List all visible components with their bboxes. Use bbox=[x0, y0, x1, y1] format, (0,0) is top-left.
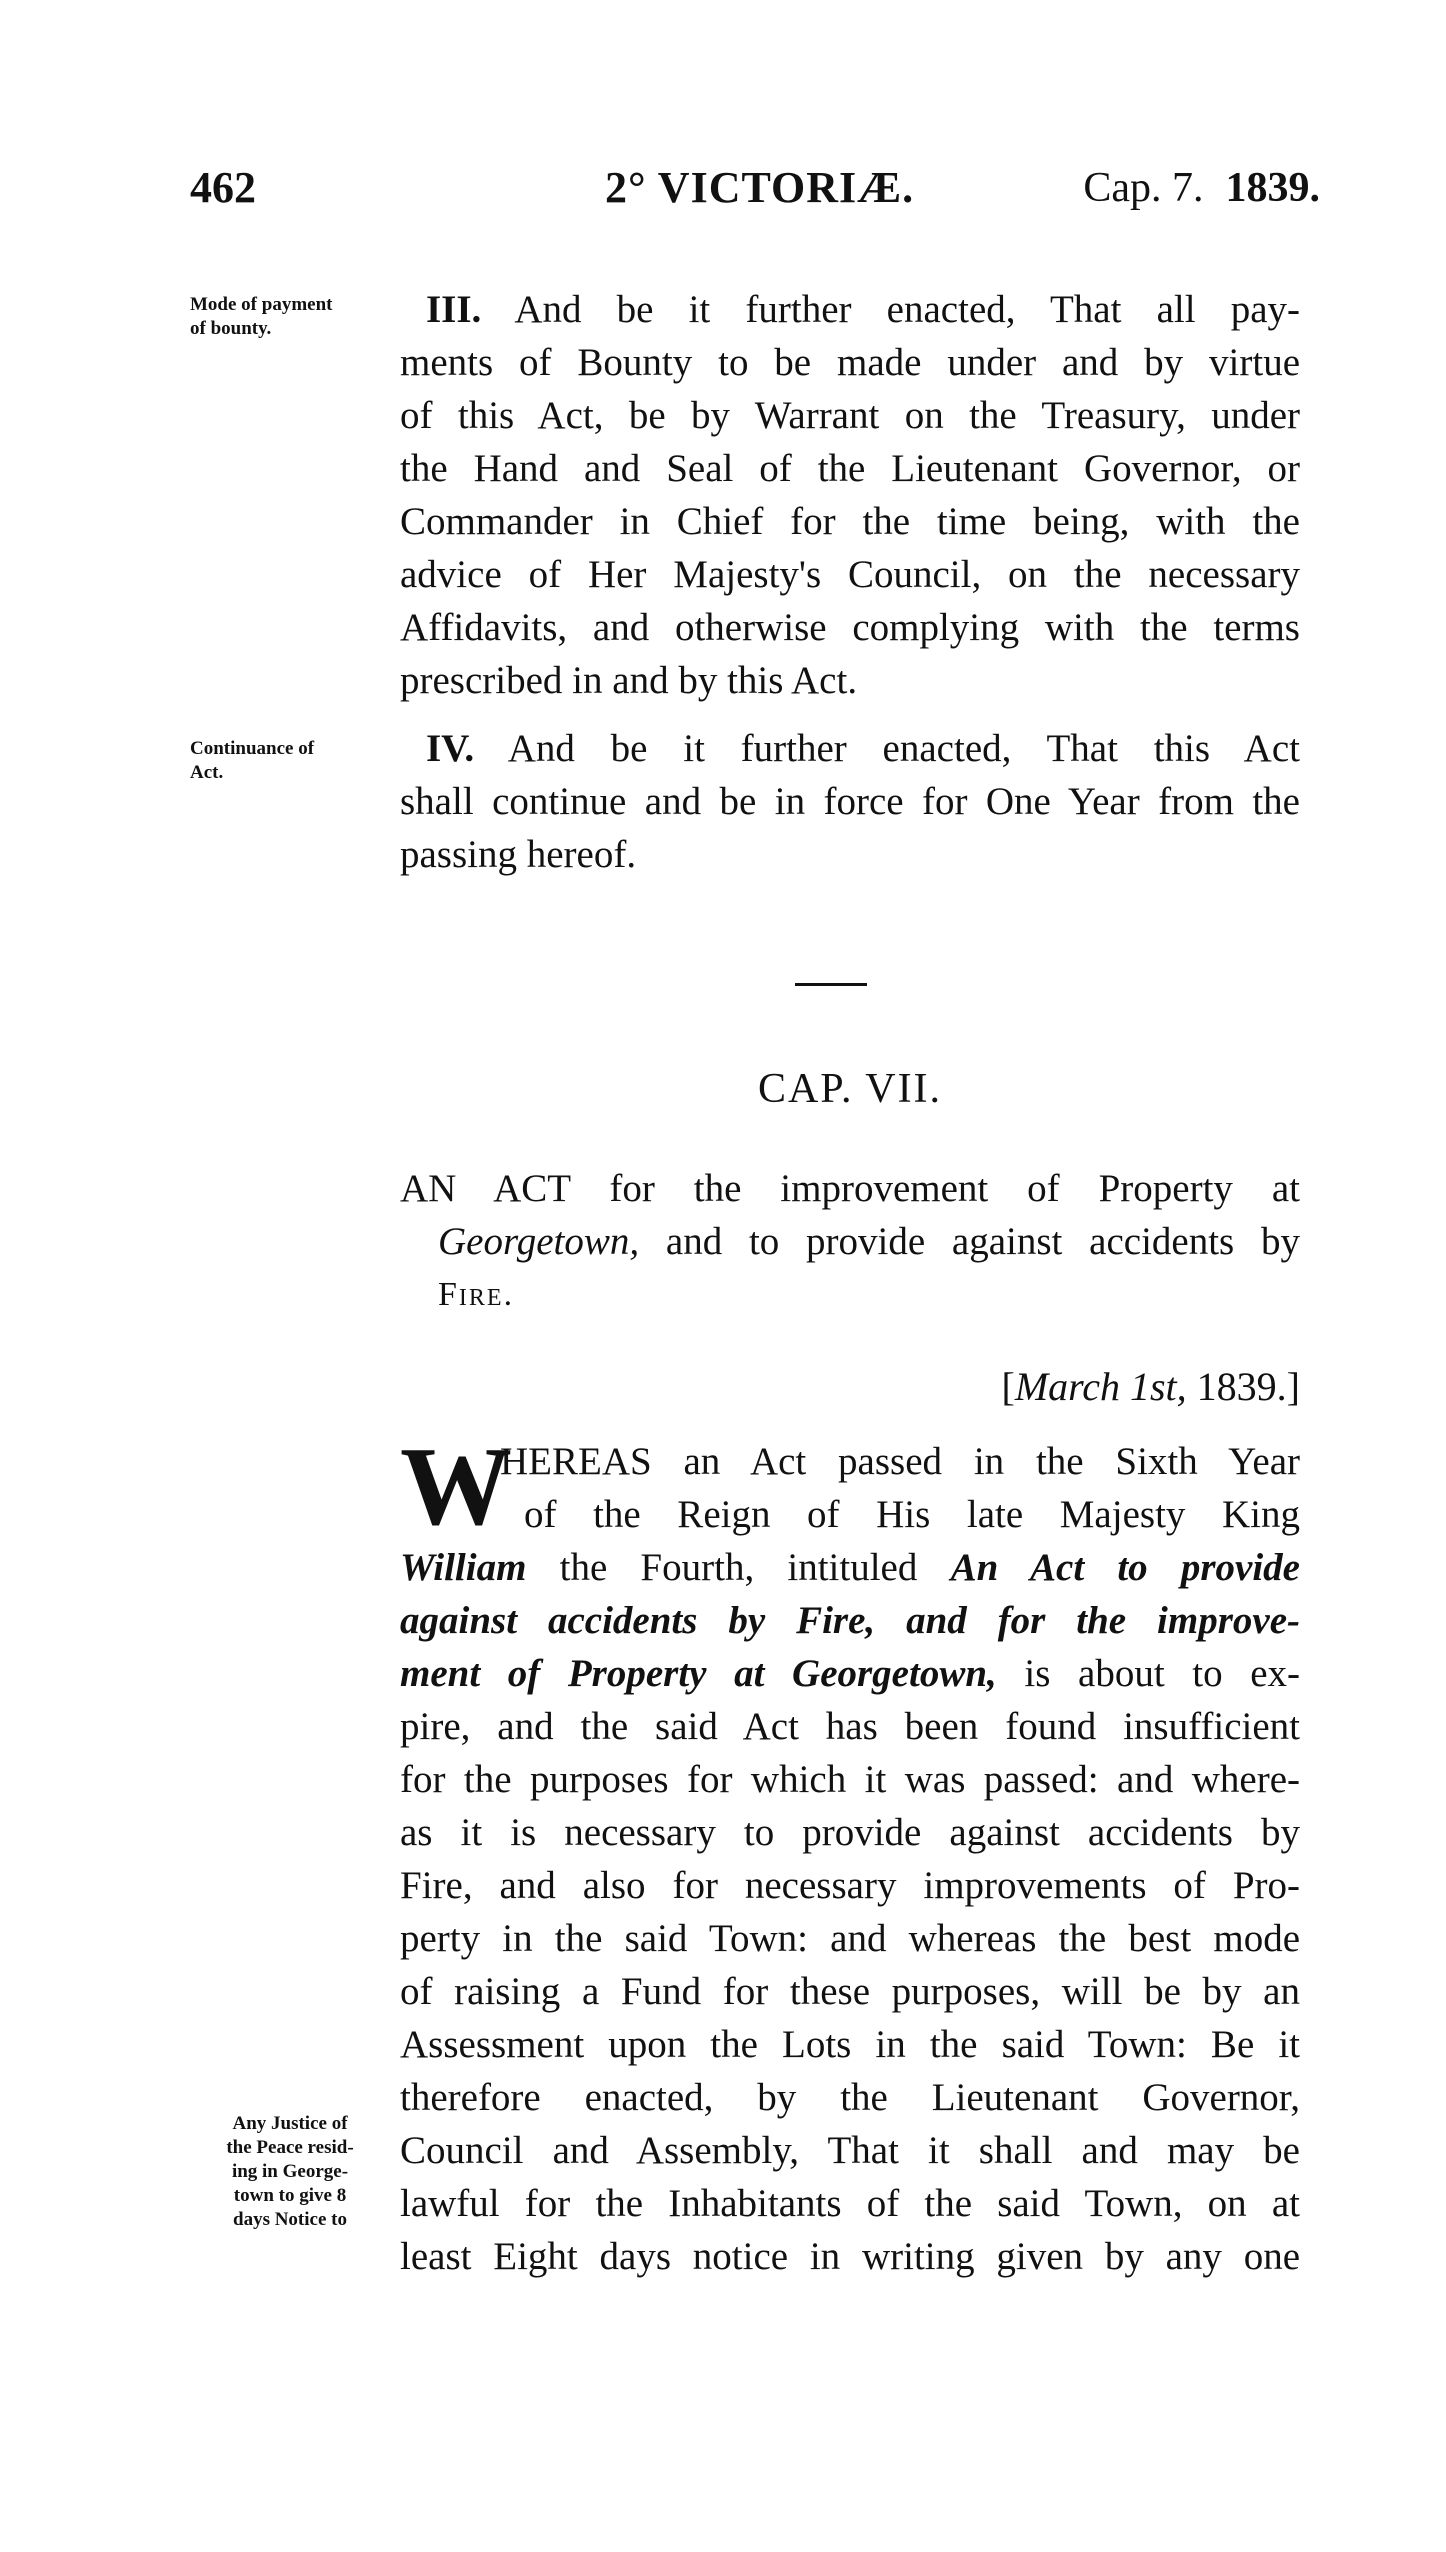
preamble-line: HEREAS an Act passed in the Sixth Year bbox=[500, 1440, 1300, 1483]
margin-note-line: the Peace resid- bbox=[226, 2137, 354, 2158]
king-name: William bbox=[400, 1546, 527, 1589]
preamble-line: of the Reign of His late Majesty King bbox=[524, 1493, 1300, 1536]
cited-act-title: An Act to provide bbox=[950, 1546, 1300, 1589]
running-head bbox=[190, 162, 1320, 222]
running-head-title: 2° VICTORIÆ. bbox=[605, 163, 915, 212]
preamble-line: least Eight days notice in writing given by any one bbox=[400, 2235, 1300, 2278]
act-title-place: Georgetown, bbox=[438, 1220, 640, 1263]
section-three bbox=[400, 283, 1300, 707]
margin-note-justice bbox=[190, 2112, 390, 2232]
margin-note-line: Mode of payment bbox=[190, 294, 333, 315]
margin-note-line: ing in George- bbox=[231, 2161, 349, 2182]
section-three-line: prescribed in and by this Act. bbox=[400, 659, 858, 702]
section-number: III. bbox=[426, 288, 482, 331]
preamble-line: therefore enacted, by the Lieutenant Governor, bbox=[400, 2076, 1300, 2119]
margin-note-line: Act. bbox=[190, 762, 224, 783]
preamble-line: for the purposes for which it was passed: and where- bbox=[400, 1758, 1300, 1801]
act-title-line: Fire. bbox=[438, 1276, 515, 1313]
preamble-line: perty in the said Town: and whereas the best mode bbox=[400, 1917, 1300, 1960]
running-head-chapter-year bbox=[1083, 164, 1320, 212]
act-title-line: Georgetown, and to provide against accidents by bbox=[438, 1220, 1300, 1263]
section-four bbox=[400, 722, 1300, 881]
margin-note-line: town to give 8 bbox=[233, 2185, 347, 2206]
preamble-line: of raising a Fund for these purposes, will be by an bbox=[400, 1970, 1300, 2013]
preamble-line: lawful for the Inhabitants of the said Town, on at bbox=[400, 2182, 1300, 2225]
preamble-line: Council and Assembly, That it shall and may be bbox=[400, 2129, 1300, 2172]
chapter-heading: CAP. VII. bbox=[757, 1066, 943, 1112]
preamble-line: as it is necessary to provide against accidents by bbox=[400, 1811, 1300, 1854]
margin-note-line: Continuance of bbox=[190, 738, 315, 759]
drop-cap: W bbox=[400, 1425, 512, 1549]
margin-note-continuance bbox=[190, 737, 390, 785]
section-four-line: passing hereof. bbox=[400, 833, 637, 876]
margin-note-mode-of-payment bbox=[190, 293, 390, 341]
section-four-line: shall continue and be in force for One Year from the bbox=[400, 780, 1300, 823]
section-three-line-1: III. And be it further enacted, That all pay- bbox=[426, 288, 1300, 331]
date-year: 1839. bbox=[1196, 1364, 1287, 1409]
preamble-line: pire, and the said Act has been found insufficient bbox=[400, 1705, 1300, 1748]
section-three-line: Commander in Chief for the time being, with the bbox=[400, 500, 1300, 543]
running-head-year: 1839. bbox=[1225, 165, 1320, 211]
section-number: IV. bbox=[426, 727, 475, 770]
preamble-line: Assessment upon the Lots in the said Town: Be it bbox=[400, 2023, 1300, 2066]
section-three-line: advice of Her Majesty's Council, on the necessary bbox=[400, 553, 1300, 596]
preamble-line: ment of Property at Georgetown, is about to ex- bbox=[400, 1652, 1300, 1695]
margin-note-line: of bounty. bbox=[190, 318, 272, 339]
section-divider bbox=[795, 983, 867, 986]
act-title-line: AN ACT for the improvement of Property at bbox=[400, 1167, 1300, 1210]
section-four-line-1: IV. And be it further enacted, That this Act bbox=[426, 727, 1300, 770]
margin-note-line: days Notice to bbox=[233, 2209, 347, 2230]
section-three-line: ments of Bounty to be made under and by virtue bbox=[400, 341, 1300, 384]
section-three-line: of this Act, be by Warrant on the Treasury, under bbox=[400, 394, 1300, 437]
margin-note-line: Any Justice of bbox=[232, 2113, 348, 2134]
act-title bbox=[400, 1162, 1300, 1321]
preamble-line: against accidents by Fire, and for the improve- bbox=[400, 1599, 1300, 1642]
preamble-line: William the Fourth, intituled An Act to provide bbox=[400, 1546, 1300, 1589]
enactment-date: [March 1st, 1839.] bbox=[1001, 1364, 1300, 1409]
page-number: 462 bbox=[190, 163, 256, 212]
section-three-line: the Hand and Seal of the Lieutenant Governor, or bbox=[400, 447, 1300, 490]
section-three-line: Affidavits, and otherwise complying with the terms bbox=[400, 606, 1300, 649]
running-head-chapter: Cap. 7. bbox=[1083, 165, 1204, 211]
preamble-line: Fire, and also for necessary improvements of Pro- bbox=[400, 1864, 1300, 1907]
date-month-day: March 1st, bbox=[1014, 1364, 1187, 1409]
preamble bbox=[400, 1425, 1300, 2283]
